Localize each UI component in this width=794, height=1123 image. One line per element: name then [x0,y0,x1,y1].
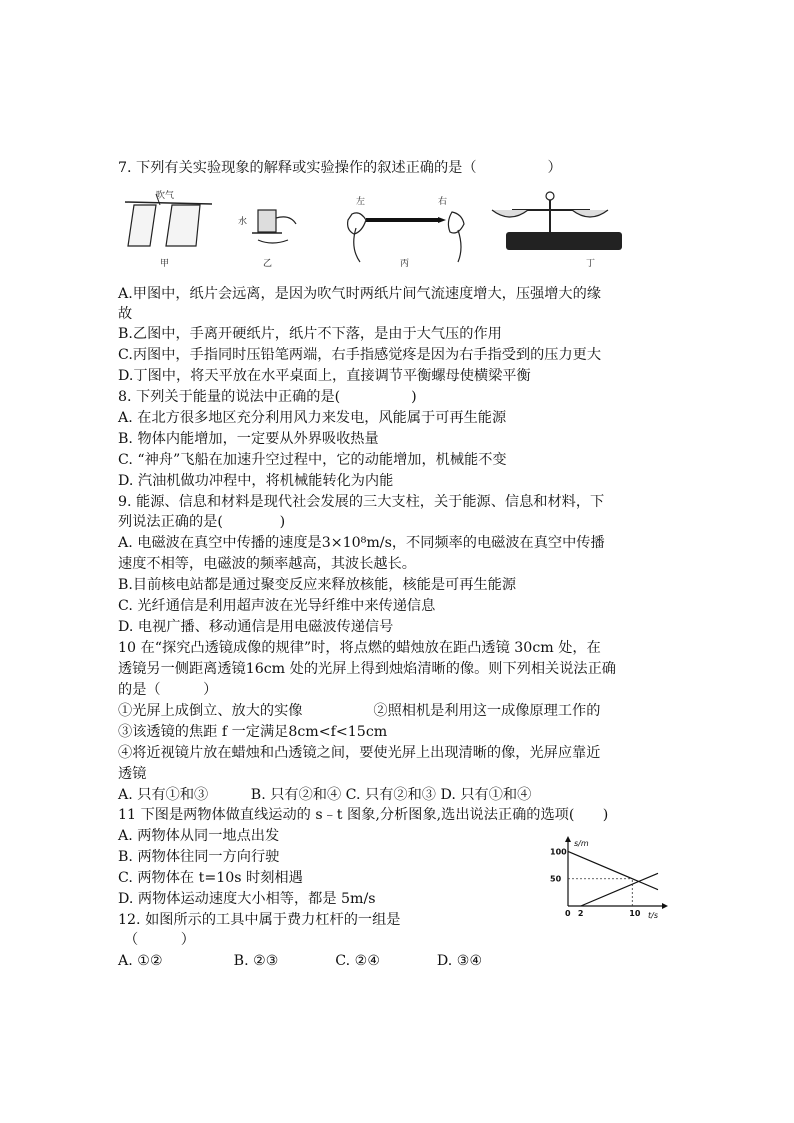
q11-option-b: B. 两物体往同一方向行驶 [118,849,280,865]
q7-option-c: C.丙图中，手指同时压铅笔两端，右手指感觉疼是因为右手指受到的压力更大 [118,347,602,363]
q8-option-a: A. 在北方很多地区充分利用风力来发电，风能属于可再生能源 [118,410,507,426]
q7-figures [120,190,640,270]
q8-option-c: C. “神舟”飞船在加速升空过程中，它的动能增加，机械能不变 [118,452,507,468]
st-graph [540,836,670,920]
q11-option-d: D. 两物体运动速度大小相等，都是 5m/s [118,891,376,907]
label-ding: 丁 [586,259,596,269]
q7-stem: 7. 下列有关实验现象的解释或实验操作的叙述正确的是（ ） [118,160,562,176]
figure-bing [348,195,464,269]
q9-option-d: D. 电视广播、移动通信是用电磁波传递信号 [118,619,394,635]
figure-ding [492,192,622,269]
q10-stem-2: 透镜另一侧距离透镜16cm 处的光屏上得到烛焰清晰的像。则下列相关说法正确 [118,661,616,677]
y-axis-arrow [565,836,571,842]
label-bing: 丙 [400,259,410,269]
label-shui: 水 [238,217,248,227]
q8-option-d: D. 汽油机做功冲程中，将机械能转化为内能 [118,473,394,489]
q12-paren: （ ） [124,932,195,948]
y-axis-label: s/m [574,839,589,848]
x-tick-10: 10 [629,909,641,918]
x-axis-label: t/s [648,911,658,920]
label-yi: 乙 [263,259,273,269]
q10-statement-4: ④将近视镜片放在蜡烛和凸透镜之间，要使光屏上出现清晰的像，光屏应靠近 [118,745,601,761]
q10-statement-1-2: ①光屏上成倒立、放大的实像 ②照相机是利用这一成像原理工作的 [118,703,601,719]
q10-stem-3: 的是（ ） [118,682,218,698]
q9-stem-1: 9. 能源、信息和材料是现代社会发展的三大支柱，关于能源、信息和材料，下 [118,494,605,510]
q9-option-b: B.目前核电站都是通过聚变反应来释放核能，核能是可再生能源 [118,577,517,593]
y-tick-50: 50 [550,874,562,884]
q10-stem-1: 10 在“探究凸透镜成像的规律”时，将点燃的蜡烛放在距凸透镜 30cm 处，在 [118,640,601,656]
q9-stem-2: 列说法正确的是( ) [118,514,286,530]
q12-options: A. ①② B. ②③ C. ②④ D. ③④ [118,953,483,969]
label-zuo: 左 [356,197,366,207]
q7-option-a-cont: 故 [118,306,133,322]
q7-option-a: A.甲图中，纸片会远离，是因为吹气时两纸片间气流速度增大，压强增大的缘 [118,286,601,302]
q9-option-a-cont: 速度不相等，电磁波的频率越高，其波长越长。 [118,556,416,572]
label-you: 右 [438,197,448,207]
q11-option-a: A. 两物体从同一地点出发 [118,828,280,844]
q8-option-b: B. 物体内能增加，一定要从外界吸收热量 [118,431,379,447]
q8-stem: 8. 下列关于能量的说法中正确的是( ) [118,389,417,405]
q11-stem: 11 下图是两物体做直线运动的 s﹣t 图象,分析图象,选出说法正确的选项( ) [118,807,609,823]
x-tick-0: 0 [565,909,571,918]
series-1-line [568,851,658,889]
y-tick-100: 100 [550,847,567,857]
x-axis-arrow [662,903,668,909]
q7-option-d: D.丁图中，将天平放在水平桌面上，直接调节平衡螺母使横梁平衡 [118,368,531,384]
q10-options: A. 只有①和③ B. 只有②和④ C. 只有②和③ D. 只有①和④ [118,787,532,803]
q10-statement-4-cont: 透镜 [118,766,147,782]
q7-option-b: B.乙图中，手离开硬纸片，纸片不下落，是由于大气压的作用 [118,326,502,342]
figure-yi [238,210,296,269]
label-chuiqi: 吹气 [156,191,175,201]
q9-option-c: C. 光纤通信是利用超声波在光导纤维中来传递信息 [118,598,436,614]
q10-statement-3: ③该透镜的焦距 f 一定满足8cm<f<15cm [118,724,388,740]
label-jia: 甲 [160,259,170,269]
x-tick-2: 2 [577,909,584,918]
q9-option-a: A. 电磁波在真空中传播的速度是3×10⁸m/s，不同频率的电磁波在真空中传播 [118,535,605,551]
q12-stem: 12. 如图所示的工具中属于费力杠杆的一组是 [118,912,401,928]
q11-option-c: C. 两物体在 t=10s 时刻相遇 [118,870,303,886]
series-2-line [581,873,658,906]
figure-jia [125,190,212,269]
